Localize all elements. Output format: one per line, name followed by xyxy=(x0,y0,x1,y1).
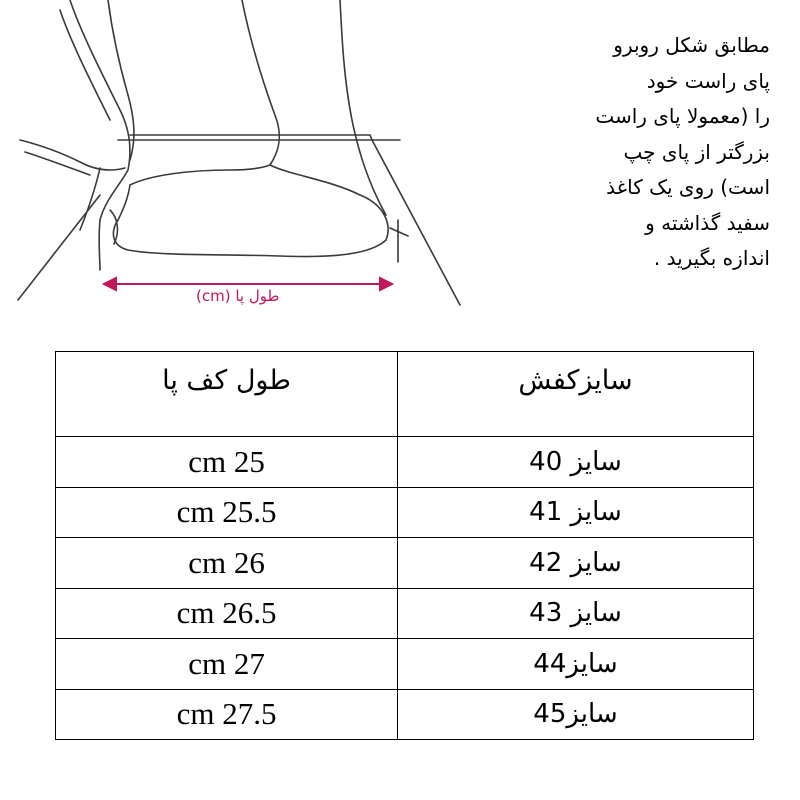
foot-length-cell: 26.5 cm xyxy=(56,588,398,639)
instruction-line: پای راست خود xyxy=(646,68,770,93)
shoe-size-cell: سایز45 xyxy=(398,689,754,740)
foot-length-label: طول پا (cm) xyxy=(196,287,280,305)
shoe-size-cell: سایز 41 xyxy=(398,487,754,538)
instruction-line: اندازه بگیرید . xyxy=(653,246,770,270)
foot-length-cell: 27 cm xyxy=(56,639,398,690)
shoe-size-cell: سایز 42 xyxy=(398,538,754,589)
tape-strap xyxy=(70,0,130,270)
table-row xyxy=(56,487,754,538)
measurement-instructions xyxy=(470,28,770,277)
size-chart-table xyxy=(55,351,754,740)
leg-front xyxy=(242,0,388,240)
header-foot-length: طول کف پا xyxy=(56,352,398,437)
foot-length-cell: 27.5 cm xyxy=(56,689,398,740)
table-row xyxy=(56,538,754,589)
shoe-size-cell: سایز44 xyxy=(398,639,754,690)
table-row xyxy=(56,689,754,740)
shoe-size-cell: سایز 43 xyxy=(398,588,754,639)
foot-measurement-illustration xyxy=(0,0,470,320)
instruction-line: را (معمولا پای راست xyxy=(595,104,770,128)
foot-length-cell: 25 cm xyxy=(56,437,398,488)
table-row xyxy=(56,437,754,488)
instruction-line: بزرگتر از پای چپ xyxy=(623,139,770,164)
shoe-size-cell: سایز 40 xyxy=(398,437,754,488)
table-row xyxy=(56,639,754,690)
table-row xyxy=(56,588,754,639)
instruction-line: سفید گذاشته و xyxy=(645,210,770,235)
instruction-line: مطابق شکل روبرو xyxy=(613,33,770,57)
foot-length-cell: 25.5 cm xyxy=(56,487,398,538)
table-header-row xyxy=(56,352,754,437)
leg-back xyxy=(340,0,386,215)
header-shoe-size: سایزکفش xyxy=(398,352,754,437)
instruction-line: است) روی یک کاغذ xyxy=(606,175,770,199)
foot-length-cell: 26 cm xyxy=(56,538,398,589)
foot-sole xyxy=(113,185,386,257)
